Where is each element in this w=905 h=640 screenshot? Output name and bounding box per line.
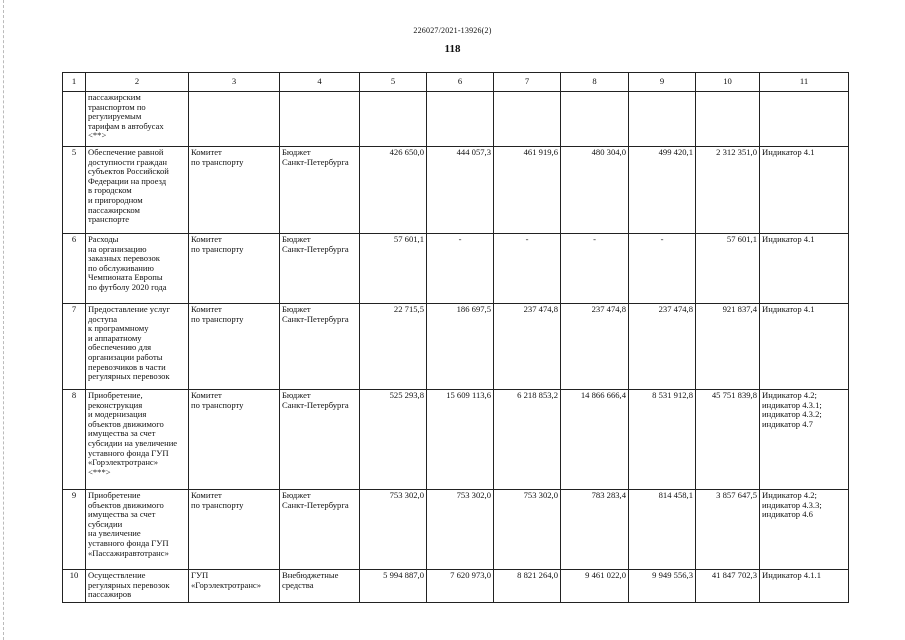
value-col8: 14 866 666,4 bbox=[561, 390, 629, 490]
column-header: 2 bbox=[86, 73, 189, 92]
value-col10 bbox=[696, 92, 760, 147]
executor: Комитет по транспорту bbox=[189, 304, 280, 390]
column-header: 3 bbox=[189, 73, 280, 92]
value-col7: 8 821 264,0 bbox=[494, 570, 561, 603]
value-col7: 237 474,8 bbox=[494, 304, 561, 390]
row-index: 8 bbox=[63, 390, 86, 490]
value-col6: 15 609 113,6 bbox=[427, 390, 494, 490]
value-col10: 3 857 647,5 bbox=[696, 490, 760, 570]
column-header: 6 bbox=[427, 73, 494, 92]
indicator bbox=[760, 92, 849, 147]
executor bbox=[189, 92, 280, 147]
measure-name: Обеспечение равной доступности граждан субъектов Российской Федерации на проезд в городском и пригородном пассажирском транспорте bbox=[86, 147, 189, 234]
value-col9: 499 420,1 bbox=[629, 147, 696, 234]
value-col9: 237 474,8 bbox=[629, 304, 696, 390]
value-col10: 57 601,1 bbox=[696, 234, 760, 304]
column-header: 9 bbox=[629, 73, 696, 92]
value-col9 bbox=[629, 92, 696, 147]
indicator: Индикатор 4.2; индикатор 4.3.3; индикатор 4.6 bbox=[760, 490, 849, 570]
measure-name: Расходы на организацию заказных перевозок по обслуживанию Чемпионата Европы по футболу 2020 года bbox=[86, 234, 189, 304]
column-header: 10 bbox=[696, 73, 760, 92]
value-col10: 41 847 702,3 bbox=[696, 570, 760, 603]
value-col10: 2 312 351,0 bbox=[696, 147, 760, 234]
value-col6 bbox=[427, 92, 494, 147]
value-col7: - bbox=[494, 234, 561, 304]
scan-edge-mark bbox=[3, 0, 5, 640]
value-col8: - bbox=[561, 234, 629, 304]
value-col7 bbox=[494, 92, 561, 147]
funding-source: Бюджет Санкт-Петербурга bbox=[280, 234, 360, 304]
value-col7: 6 218 853,2 bbox=[494, 390, 561, 490]
value-col8: 480 304,0 bbox=[561, 147, 629, 234]
page-number: 118 bbox=[444, 43, 461, 55]
value-col6: 444 057,3 bbox=[427, 147, 494, 234]
executor: Комитет по транспорту bbox=[189, 390, 280, 490]
row-index: 7 bbox=[63, 304, 86, 390]
table-row bbox=[63, 92, 849, 147]
table-header-row bbox=[63, 73, 849, 92]
value-col6: 186 697,5 bbox=[427, 304, 494, 390]
row-index: 5 bbox=[63, 147, 86, 234]
value-col8 bbox=[561, 92, 629, 147]
table-row bbox=[63, 570, 849, 603]
value-col5: 525 293,8 bbox=[360, 390, 427, 490]
value-col9: - bbox=[629, 234, 696, 304]
indicator: Индикатор 4.1 bbox=[760, 147, 849, 234]
value-col6: 753 302,0 bbox=[427, 490, 494, 570]
executor: Комитет по транспорту bbox=[189, 147, 280, 234]
funding-source: Бюджет Санкт-Петербурга bbox=[280, 390, 360, 490]
funding-source: Бюджет Санкт-Петербурга bbox=[280, 304, 360, 390]
indicator: Индикатор 4.1 bbox=[760, 234, 849, 304]
funding-source bbox=[280, 92, 360, 147]
row-index: 9 bbox=[63, 490, 86, 570]
table-row bbox=[63, 234, 849, 304]
table-row bbox=[63, 147, 849, 234]
column-header: 11 bbox=[760, 73, 849, 92]
executor: ГУП «Горэлектротранс» bbox=[189, 570, 280, 603]
value-col9: 9 949 556,3 bbox=[629, 570, 696, 603]
value-col8: 237 474,8 bbox=[561, 304, 629, 390]
column-header: 5 bbox=[360, 73, 427, 92]
funding-source: Внебюджетные средства bbox=[280, 570, 360, 603]
measure-name: Приобретение объектов движимого имущества за счет субсидии на увеличение уставного фонда ГУП «Пассажиравтотранс» bbox=[86, 490, 189, 570]
measure-name: Предоставление услуг доступа к программному и аппаратному обеспечению для организации работы перевозчиков в части регулярных перевозок bbox=[86, 304, 189, 390]
value-col8: 783 283,4 bbox=[561, 490, 629, 570]
value-col9: 814 458,1 bbox=[629, 490, 696, 570]
executor: Комитет по транспорту bbox=[189, 490, 280, 570]
indicator: Индикатор 4.2; индикатор 4.3.1; индикатор 4.3.2; индикатор 4.7 bbox=[760, 390, 849, 490]
column-header: 8 bbox=[561, 73, 629, 92]
measure-name: Приобретение, реконструкция и модернизация объектов движимого имущества за счет субсидии на увеличение уставного фонда ГУП «Горэлектротранс» <***> bbox=[86, 390, 189, 490]
value-col5: 5 994 887,0 bbox=[360, 570, 427, 603]
row-index: 6 bbox=[63, 234, 86, 304]
row-index: 10 bbox=[63, 570, 86, 603]
value-col6: 7 620 973,0 bbox=[427, 570, 494, 603]
value-col5: 753 302,0 bbox=[360, 490, 427, 570]
table-row bbox=[63, 304, 849, 390]
value-col10: 921 837,4 bbox=[696, 304, 760, 390]
value-col9: 8 531 912,8 bbox=[629, 390, 696, 490]
value-col5: 426 650,0 bbox=[360, 147, 427, 234]
measure-name: Осуществление регулярных перевозок пассажиров bbox=[86, 570, 189, 603]
value-col6: - bbox=[427, 234, 494, 304]
value-col7: 461 919,6 bbox=[494, 147, 561, 234]
value-col5 bbox=[360, 92, 427, 147]
funding-source: Бюджет Санкт-Петербурга bbox=[280, 490, 360, 570]
row-index bbox=[63, 92, 86, 147]
indicator: Индикатор 4.1 bbox=[760, 304, 849, 390]
document-number: 226027/2021-13926(2) bbox=[413, 26, 492, 35]
table-row bbox=[63, 490, 849, 570]
value-col10: 45 751 839,8 bbox=[696, 390, 760, 490]
funding-source: Бюджет Санкт-Петербурга bbox=[280, 147, 360, 234]
value-col7: 753 302,0 bbox=[494, 490, 561, 570]
column-header: 7 bbox=[494, 73, 561, 92]
value-col8: 9 461 022,0 bbox=[561, 570, 629, 603]
column-header: 4 bbox=[280, 73, 360, 92]
measure-name: пассажирским транспортом по регулируемым тарифам в автобусах <**> bbox=[86, 92, 189, 147]
indicator: Индикатор 4.1.1 bbox=[760, 570, 849, 603]
program-table bbox=[62, 72, 849, 603]
table-row bbox=[63, 390, 849, 490]
value-col5: 22 715,5 bbox=[360, 304, 427, 390]
column-header: 1 bbox=[63, 73, 86, 92]
value-col5: 57 601,1 bbox=[360, 234, 427, 304]
executor: Комитет по транспорту bbox=[189, 234, 280, 304]
